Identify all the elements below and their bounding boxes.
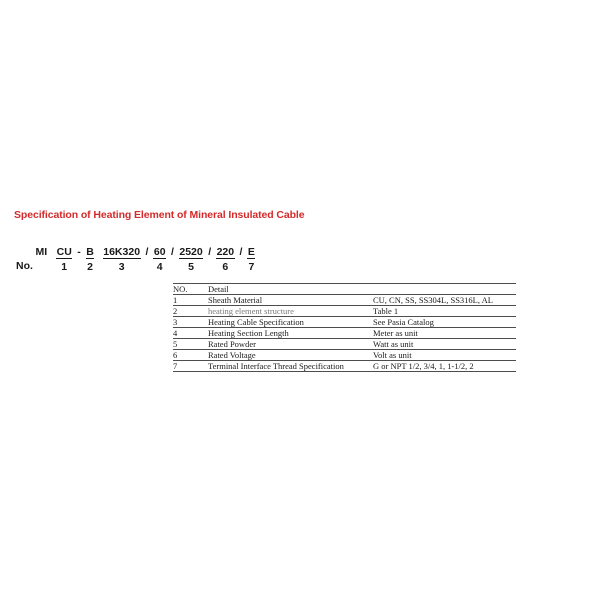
- cell-no: 6: [173, 350, 178, 360]
- model-code-part: [216, 246, 235, 273]
- model-code-segment: CU: [56, 246, 72, 258]
- model-code-position-number: 6: [222, 260, 229, 273]
- model-code-segment: MI: [35, 246, 48, 258]
- cell-value: Volt as unit: [373, 350, 412, 360]
- model-code-part: [153, 246, 166, 273]
- model-code-part: [145, 246, 149, 272]
- model-code-position-number: 7: [248, 260, 255, 273]
- spec-table: [173, 283, 516, 372]
- table-row: [173, 306, 516, 317]
- table-row: [173, 317, 516, 328]
- model-code-position-number: 4: [156, 260, 163, 273]
- cell-no: 3: [173, 317, 178, 327]
- cell-detail: Heating Section Length: [208, 328, 289, 338]
- col-header-no: NO.: [173, 284, 188, 294]
- table-header-row: [173, 284, 516, 295]
- model-code-separator: -: [77, 246, 81, 258]
- model-code-part: [56, 246, 72, 273]
- cell-detail: Rated Powder: [208, 339, 256, 349]
- model-code-separator: /: [171, 246, 174, 258]
- model-code-segment: B: [86, 246, 94, 258]
- cell-detail: Rated Voltage: [208, 350, 256, 360]
- model-code-part: [103, 246, 141, 273]
- model-code-part: [77, 246, 82, 272]
- model-code-segment: E: [247, 246, 255, 258]
- model-code-part: [247, 246, 255, 273]
- model-code-prefix: [35, 246, 48, 272]
- cell-detail: Terminal Interface Thread Specification: [208, 361, 344, 371]
- model-code-part: [171, 246, 175, 272]
- model-code-part: [239, 246, 243, 272]
- cell-no: 2: [173, 306, 178, 316]
- model-code-position-number: 1: [61, 260, 68, 273]
- table-row: [173, 361, 516, 372]
- cell-detail: Sheath Material: [208, 295, 263, 305]
- page-title: Specification of Heating Element of Mineral Insulated Cable: [14, 209, 305, 221]
- table-row: [173, 339, 516, 350]
- model-code-segment: 220: [216, 246, 235, 258]
- model-code-separator: /: [145, 246, 149, 258]
- table-row: [173, 295, 516, 306]
- cell-value: G or NPT 1/2, 3/4, 1, 1-1/2, 2: [373, 361, 474, 371]
- cell-value: Watt as unit: [373, 339, 414, 349]
- model-code-part: [179, 246, 203, 273]
- model-code-separator: /: [208, 246, 212, 258]
- model-code: [35, 246, 255, 273]
- model-code-segment: 2520: [179, 246, 203, 258]
- cell-value: Meter as unit: [373, 328, 418, 338]
- model-code-separator: /: [239, 246, 243, 258]
- cell-no: 1: [173, 295, 178, 305]
- cell-detail: Heating Cable Specification: [208, 317, 304, 327]
- table-row: [173, 350, 516, 361]
- cell-detail: heating element structure: [208, 306, 294, 316]
- col-header-value: [373, 284, 516, 295]
- model-code-no-label: No.: [16, 260, 33, 272]
- cell-no: 7: [173, 361, 178, 371]
- model-code-position-number: 5: [188, 260, 194, 273]
- table-row: [173, 328, 516, 339]
- model-code-position-number: 2: [87, 260, 93, 273]
- cell-value: See Pasia Catalog: [373, 317, 434, 327]
- col-header-detail: Detail: [208, 284, 229, 294]
- cell-value: CU, CN, SS, SS304L, SS316L, AL: [373, 295, 493, 305]
- model-code-segment: 16K320: [103, 246, 141, 258]
- model-code-part: [86, 246, 95, 273]
- model-code-segment: 60: [153, 246, 166, 258]
- model-code-part: [208, 246, 212, 272]
- cell-value: Table 1: [373, 306, 399, 316]
- cell-no: 4: [173, 328, 178, 338]
- model-code-position-number: 3: [118, 260, 125, 273]
- cell-no: 5: [173, 339, 178, 349]
